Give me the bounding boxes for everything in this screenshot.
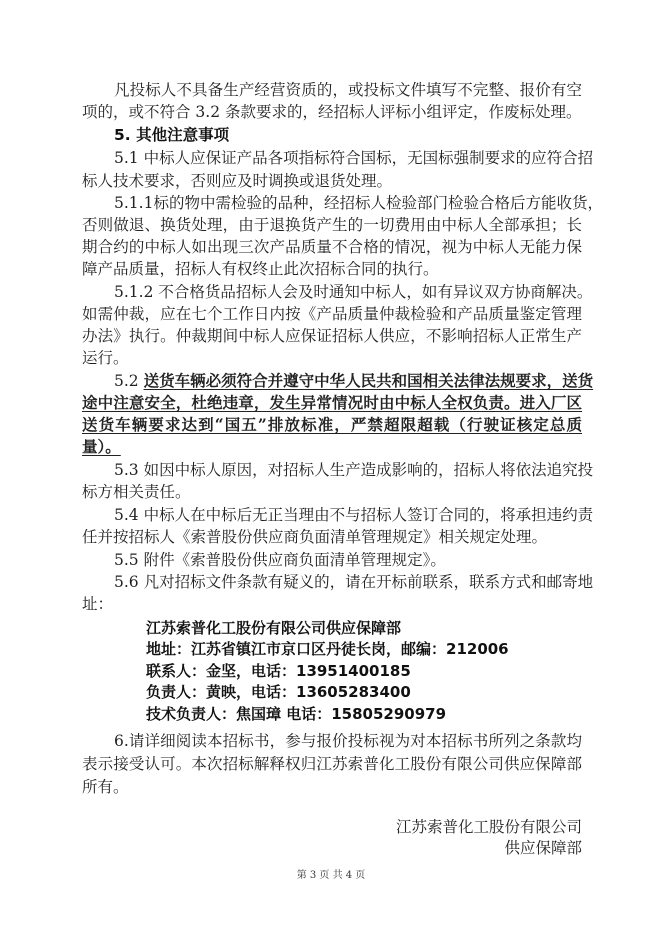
paragraph-line: [114, 371, 594, 391]
underlined-text: 量）。: [82, 437, 121, 456]
paragraph-line: 标方相关责任。: [82, 483, 191, 501]
signature-company: 江苏索普化工股份有限公司: [395, 818, 582, 836]
paragraph-line: 表示接受认可。本次招标解释权归江苏索普化工股份有限公司供应保障部: [82, 755, 582, 773]
paragraph-line: 5.1.2 不合格货品招标人会及时通知中标人，如有异议双方协商解决。: [114, 283, 593, 301]
paragraph-line: 5.4 中标人在中标后无正当理由不与招标人签订合同的，将承担违约责: [114, 506, 594, 524]
paragraph-line: 5.6 凡对招标文件条款有疑义的，请在开标前联系，联系方式和邮寄地: [114, 573, 594, 591]
underlined-text: 途中注意安全，杜绝违章，发生异常情况时由中标人全权负责。进入厂区: [82, 393, 582, 412]
contact-department: 江苏索普化工股份有限公司供应保障部: [146, 619, 402, 637]
contact-technical: 技术负责人：焦国璋 电话：15805290979: [146, 705, 447, 723]
paragraph-line: 否则做退、换货处理，由于退换货产生的一切费用由中标人全部承担；长: [82, 216, 582, 234]
contact-address: 地址：江苏省镇江市京口区丹徒长岗，邮编：212006: [146, 640, 509, 658]
paragraph-line: 5.5 附件《索普股份供应商负面清单管理规定》。: [114, 551, 446, 569]
contact-person: 联系人：金坚，电话：13951400185: [146, 662, 411, 680]
paragraph-line: 标人技术要求，否则应及时调换或退货处理。: [82, 172, 393, 190]
paragraph-line: 所有。: [82, 778, 129, 796]
page-number: 第 3 页 共 4 页: [296, 870, 366, 881]
paragraph-line: 障产品质量，招标人有权终止此次招标合同的执行。: [82, 260, 439, 278]
paragraph-line: 任并按招标人《索普股份供应商负面清单管理规定》相关规定处理。: [82, 528, 548, 546]
paragraph-line: 5.3 如因中标人原因，对招标人生产造成影响的，招标人将依法追究投: [114, 461, 594, 479]
paragraph-line: 运行。: [82, 349, 129, 367]
clause-number: 5.2: [114, 372, 144, 390]
contact-manager: 负责人：黄映，电话：13605283400: [146, 683, 411, 701]
paragraph-line: 办法》执行。仲裁期间中标人应保证招标人供应，不影响招标人正常生产: [82, 327, 582, 345]
underlined-text: 送货车辆要求达到“国五”排放标准，严禁超限超载（行驶证核定总质: [82, 415, 582, 434]
paragraph-line: 期合约的中标人如出现三次产品质量不合格的情况，视为中标人无能力保: [82, 238, 582, 256]
paragraph-line: 6.请详细阅读本招标书，参与报价投标视为对本招标书所列之条款均: [114, 732, 582, 750]
underlined-text: 送货车辆必须符合并遵守中华人民共和国相关法律法规要求，送货: [143, 371, 594, 390]
paragraph-line: 如需仲裁，应在七个工作日内按《产品质量仲裁检验和产品质量鉴定管理: [82, 305, 582, 323]
section-heading: 5. 其他注意事项: [114, 126, 230, 144]
paragraph-line: 项的，或不符合 3.2 条款要求的，经招标人评标小组评定，作废标处理。: [82, 103, 582, 121]
paragraph-line: 凡投标人不具备生产经营资质的，或投标文件填写不完整、报价有空: [114, 81, 582, 99]
signature-department: 供应保障部: [504, 839, 582, 857]
paragraph-line: 5.1.1标的物中需检验的品种，经招标人检验部门检验合格后方能收货，: [114, 194, 603, 212]
paragraph-line: 址：: [82, 595, 114, 613]
paragraph-line: 5.1 中标人应保证产品各项指标符合国标，无国标强制要求的应符合招: [114, 149, 594, 167]
